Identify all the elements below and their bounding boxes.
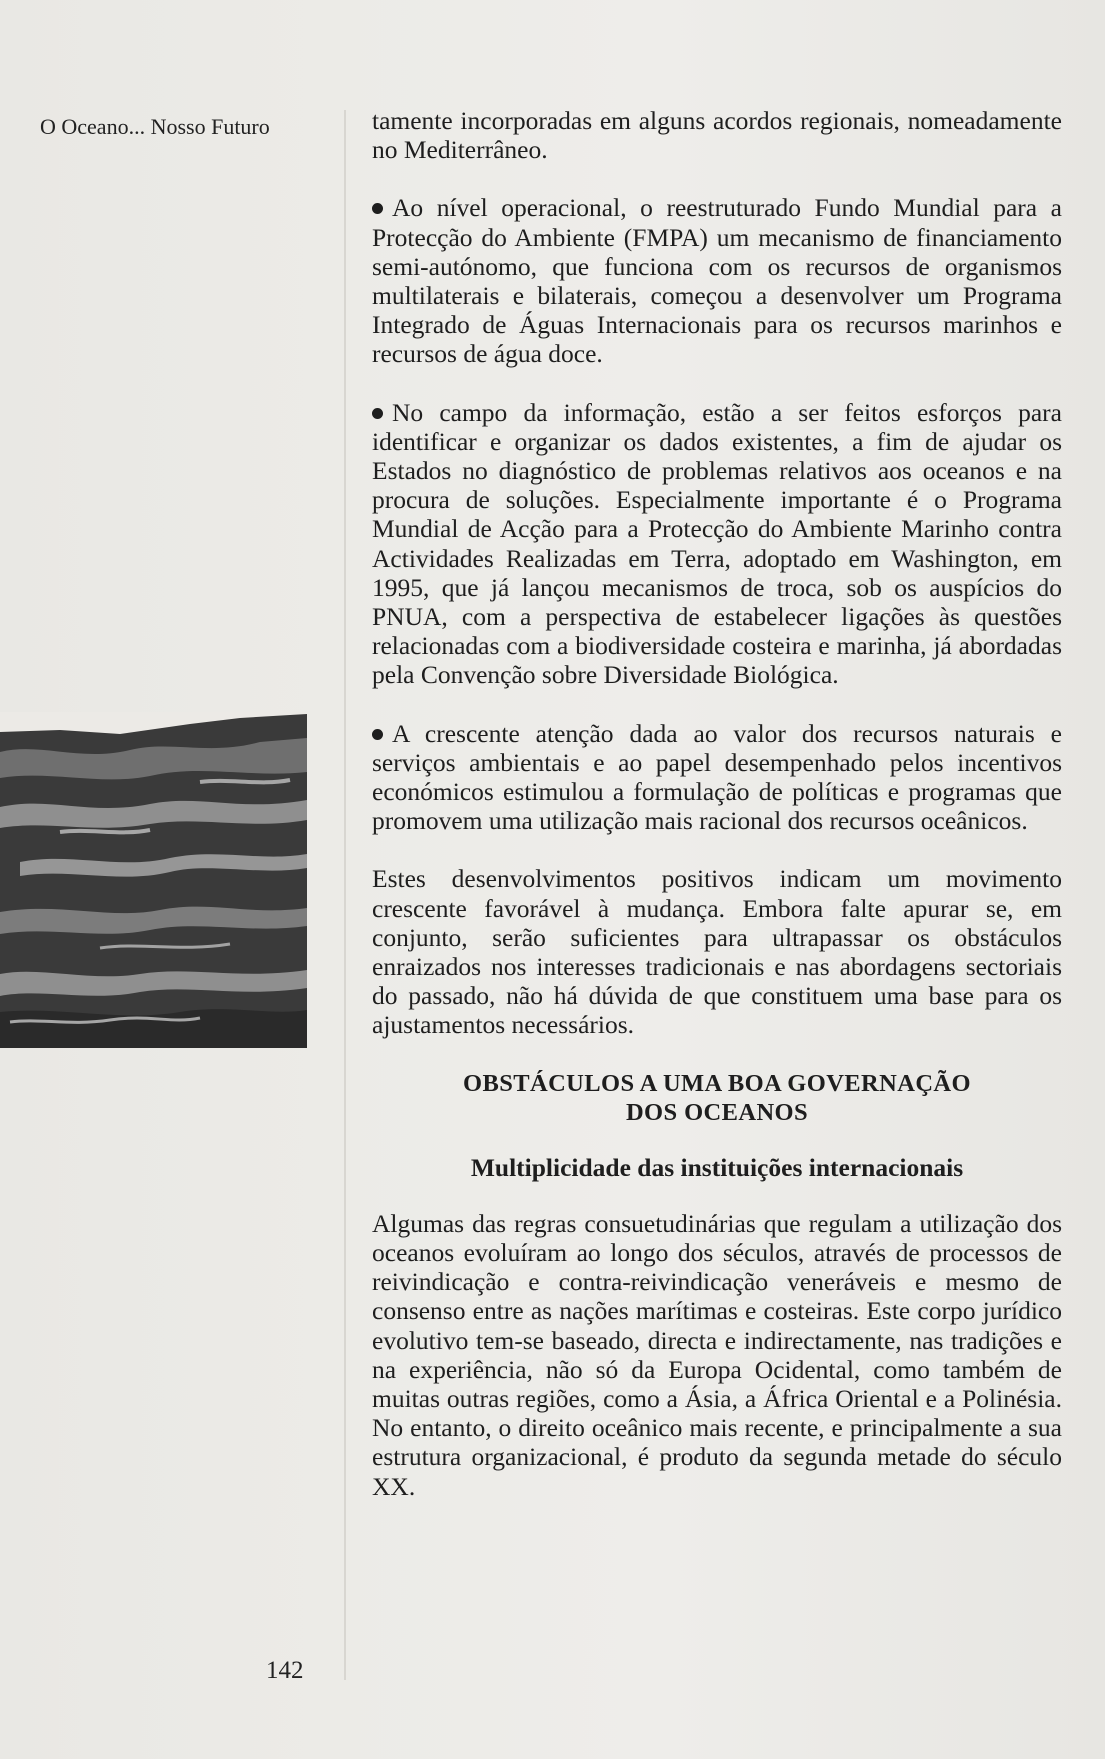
page-number: 142 — [266, 1657, 304, 1684]
section-heading-line: OBSTÁCULOS A UMA BOA GOVERNAÇÃO — [463, 1069, 971, 1097]
section-heading-line: DOS OCEANOS — [625, 1098, 809, 1126]
section-heading — [372, 1069, 1062, 1127]
column-divider — [344, 110, 346, 1680]
ocean-wave-photo — [0, 712, 307, 1048]
bullet-paragraph-incentives — [372, 719, 1062, 836]
bullet-text: A crescente atenção dada ao valor dos recursos naturais e serviços ambientais e ao papel desempenhado pelos incentivos económicos estimulou a formulação de políticas e programas que promovem uma utilização mais racional dos recursos oceânicos. — [372, 718, 1062, 836]
running-header: O Oceano... Nosso Futuro — [40, 114, 270, 139]
bullet-text: No campo da informação, estão a ser feitos esforços para identificar e organizar os dados existentes, a fim de ajudar os Estados no diagnóstico de problemas relativos aos oceanos e na procura de soluções. Especialmente importante é o Programa Mundial de Acção para a Protecção do Ambiente Marinho contra Actividades Realizadas em Terra, adoptado em Washington, em 1995, que já lançou mecanismos de troca, sob os auspícios do PNUA, com a perspectiva de estabelecer ligações às questões relacionadas com a biodiversidade costeira e marinha, já abordadas pela Convenção sobre Diversidade Biológica. — [372, 397, 1062, 690]
bullet-icon — [372, 729, 383, 740]
subsection-heading: Multiplicidade das instituições internacionais — [470, 1152, 964, 1182]
paragraph-positive-developments: Estes desenvolvimentos positivos indicam um movimento crescente favorável à mudança. Embora falte apurar se, em conjunto, serão suficientes para ultrapassar os obstáculos enraizados nos interesses tradicionais e nas abordagens sectoriais do passado, não há dúvida de que constituem uma base para os ajustamentos necessários. — [372, 864, 1062, 1040]
paragraph-continuation: tamente incorporadas em alguns acordos regionais, nomeadamente no Mediterrâneo. — [372, 106, 1062, 165]
bullet-paragraph-fmpa — [372, 193, 1062, 368]
paragraph-customary-rules: Algumas das regras consuetudinárias que regulam a utilização dos oceanos evoluíram ao longo dos séculos, através de processos de reivindicação e contra-reivindicação veneráveis e mesmo de consenso entre as nações marítimas e costeiras. Este corpo jurídico evolutivo tem-se baseado, directa e indirectamente, nas tradições e na experiência, não só da Europa Ocidental, como também de muitas outras regiões, como a Ásia, a África Oriental e a Polinésia. No entanto, o direito oceânico mais recente, e principalmente a sua estrutura organizacional, é produto da segunda metade do século XX. — [372, 1208, 1062, 1501]
bullet-icon — [372, 203, 383, 214]
bullet-text: Ao nível operacional, o reestruturado Fundo Mundial para a Protecção do Ambiente (FMPA) um mecanismo de financiamento semi-autónomo, que funciona com os recursos de organismos multilaterais e bilaterais, começou a desenvolver um Programa Integrado de Águas Internacionais para os recursos marinhos e recursos de água doce. — [372, 193, 1062, 369]
bullet-paragraph-information — [372, 398, 1062, 690]
main-text-column — [372, 106, 1062, 1530]
bullet-icon — [372, 408, 383, 419]
